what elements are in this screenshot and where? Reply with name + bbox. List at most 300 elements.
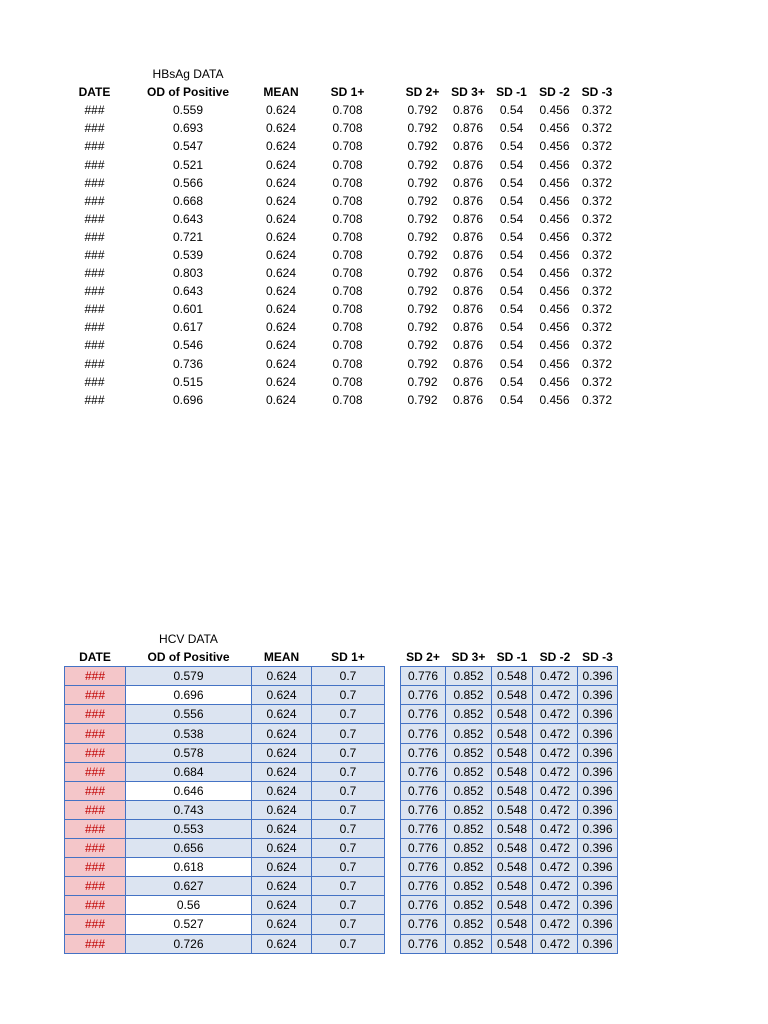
hbsag-sd1m-cell[interactable]: 0.54 — [499, 302, 524, 317]
hbsag-date-cell[interactable]: ### — [84, 356, 105, 371]
hcv-sd3p-cell[interactable]: 0.852 — [446, 896, 492, 915]
hcv-sd2m-cell[interactable]: 0.472 — [533, 915, 578, 934]
hbsag-date-cell[interactable]: ### — [84, 103, 105, 118]
hcv-sd2p-cell[interactable]: 0.776 — [401, 686, 446, 705]
hcv-header-od: OD of Positive — [147, 650, 230, 665]
hcv-header-sd3m: SD -3 — [582, 650, 613, 665]
hbsag-mean-cell[interactable]: 0.624 — [265, 392, 297, 407]
hbsag-sd1p-cell[interactable]: 0.708 — [332, 121, 363, 136]
hcv-sd2p-cell[interactable]: 0.776 — [401, 915, 446, 934]
hcv-sd1p-cell[interactable]: 0.7 — [312, 839, 385, 858]
hbsag-sd1m-cell[interactable]: 0.54 — [499, 392, 524, 407]
hbsag-od-cell[interactable]: 0.559 — [172, 103, 204, 118]
hcv-sd2p-cell[interactable]: 0.776 — [401, 819, 446, 838]
hcv-sd1p-cell[interactable]: 0.7 — [312, 877, 385, 896]
hbsag-sd1p-cell[interactable]: 0.708 — [332, 175, 363, 190]
hcv-sd2m-cell[interactable]: 0.472 — [533, 839, 578, 858]
hcv-sd1m-cell[interactable]: 0.548 — [492, 667, 533, 686]
hcv-sd2m-cell[interactable]: 0.472 — [533, 667, 578, 686]
hcv-sd3m-cell[interactable]: 0.396 — [578, 724, 618, 743]
hcv-mean-cell[interactable]: 0.624 — [252, 762, 312, 781]
hcv-sd1m-cell[interactable]: 0.548 — [492, 743, 533, 762]
hcv-sd3m-cell[interactable]: 0.396 — [578, 705, 618, 724]
hbsag-sd3p-cell[interactable]: 0.876 — [452, 229, 484, 244]
hcv-sd2p-cell[interactable]: 0.776 — [401, 934, 446, 953]
hcv-sd2p-cell[interactable]: 0.776 — [401, 858, 446, 877]
hcv-mean-cell[interactable]: 0.624 — [252, 800, 312, 819]
hbsag-sd1m-cell[interactable]: 0.54 — [499, 247, 524, 262]
hcv-row — [65, 915, 618, 934]
hcv-sd3m-cell[interactable]: 0.396 — [578, 896, 618, 915]
hbsag-sd3p-cell[interactable]: 0.876 — [452, 157, 484, 172]
hbsag-mean-cell[interactable]: 0.624 — [265, 193, 297, 208]
hcv-sd3m-cell[interactable]: 0.396 — [578, 686, 618, 705]
hcv-sd2m-cell[interactable]: 0.472 — [533, 762, 578, 781]
hbsag-mean-cell[interactable]: 0.624 — [265, 229, 297, 244]
hcv-row — [65, 705, 618, 724]
hcv-od-cell[interactable]: 0.527 — [126, 915, 252, 934]
hcv-sd1p-cell[interactable]: 0.7 — [312, 800, 385, 819]
hcv-sd1p-cell[interactable]: 0.7 — [312, 915, 385, 934]
hcv-date-cell[interactable]: ### — [65, 743, 126, 762]
hcv-header-mean: MEAN — [263, 650, 300, 665]
hcv-sd2m-cell[interactable]: 0.472 — [533, 934, 578, 953]
hcv-sd1p-cell[interactable]: 0.7 — [312, 762, 385, 781]
hcv-date-cell[interactable]: ### — [65, 686, 126, 705]
hcv-mean-cell[interactable]: 0.624 — [252, 819, 312, 838]
hbsag-od-cell[interactable]: 0.566 — [172, 175, 204, 190]
hbsag-od-cell[interactable]: 0.643 — [172, 211, 204, 226]
hcv-od-cell[interactable]: 0.618 — [126, 858, 252, 877]
hbsag-sd3p-cell[interactable]: 0.876 — [452, 284, 484, 299]
hcv-sd1m-cell[interactable]: 0.548 — [492, 724, 533, 743]
hbsag-sd2p-cell[interactable]: 0.792 — [407, 284, 438, 299]
hcv-sd3m-cell[interactable]: 0.396 — [578, 667, 618, 686]
hbsag-sd1m-cell[interactable]: 0.54 — [499, 338, 524, 353]
hbsag-od-cell[interactable]: 0.521 — [172, 157, 204, 172]
hbsag-sd3p-cell[interactable]: 0.876 — [452, 247, 484, 262]
hbsag-sd1p-cell[interactable]: 0.708 — [332, 103, 363, 118]
hcv-sd1m-cell[interactable]: 0.548 — [492, 762, 533, 781]
hcv-sd2m-cell[interactable]: 0.472 — [533, 743, 578, 762]
hbsag-sd2p-cell[interactable]: 0.792 — [407, 193, 438, 208]
hcv-sd1p-cell[interactable]: 0.7 — [312, 667, 385, 686]
hcv-date-cell[interactable]: ### — [65, 896, 126, 915]
hbsag-sd3p-cell[interactable]: 0.876 — [452, 266, 484, 281]
hbsag-sd1p-cell[interactable]: 0.708 — [332, 320, 363, 335]
hbsag-sd2m-cell[interactable]: 0.456 — [539, 302, 570, 317]
hbsag-mean-cell[interactable]: 0.624 — [265, 302, 297, 317]
hbsag-date-cell[interactable]: ### — [84, 211, 105, 226]
hcv-sd3m-cell[interactable]: 0.396 — [578, 781, 618, 800]
hbsag-mean-cell[interactable]: 0.624 — [265, 157, 297, 172]
hcv-date-cell[interactable]: ### — [65, 800, 126, 819]
hbsag-sd3m-cell[interactable]: 0.372 — [581, 157, 613, 172]
hcv-od-cell[interactable]: 0.743 — [126, 800, 252, 819]
hbsag-date-cell[interactable]: ### — [84, 392, 105, 407]
hcv-sd3p-cell[interactable]: 0.852 — [446, 686, 492, 705]
hcv-sd1p-cell[interactable]: 0.7 — [312, 896, 385, 915]
hbsag-od-cell[interactable]: 0.803 — [172, 266, 204, 281]
hbsag-mean-cell[interactable]: 0.624 — [265, 247, 297, 262]
hbsag-mean-cell[interactable]: 0.624 — [265, 121, 297, 136]
hbsag-sd2p-cell[interactable]: 0.792 — [407, 338, 438, 353]
hcv-sd2p-cell[interactable]: 0.776 — [401, 781, 446, 800]
hbsag-date-cell[interactable]: ### — [84, 302, 105, 317]
hbsag-sd1m-cell[interactable]: 0.54 — [499, 193, 524, 208]
hcv-sd3p-cell[interactable]: 0.852 — [446, 667, 492, 686]
hcv-sd1p-cell[interactable]: 0.7 — [312, 705, 385, 724]
hbsag-od-cell[interactable]: 0.617 — [172, 320, 204, 335]
hcv-sd3m-cell[interactable]: 0.396 — [578, 934, 618, 953]
hbsag-sd1p-cell[interactable]: 0.708 — [332, 302, 363, 317]
hbsag-sd2p-cell[interactable]: 0.792 — [407, 175, 438, 190]
hbsag-mean-cell[interactable]: 0.624 — [265, 266, 297, 281]
hbsag-sd1p-cell[interactable]: 0.708 — [332, 374, 363, 389]
hcv-sd2p-cell[interactable]: 0.776 — [401, 743, 446, 762]
hbsag-sd2p-cell[interactable]: 0.792 — [407, 229, 438, 244]
hbsag-header-sd2m: SD -2 — [539, 85, 570, 100]
hbsag-sd3m-cell[interactable]: 0.372 — [581, 139, 613, 154]
hcv-sd1m-cell[interactable]: 0.548 — [492, 800, 533, 819]
hcv-sd3p-cell[interactable]: 0.852 — [446, 781, 492, 800]
hcv-sd2p-cell[interactable]: 0.776 — [401, 896, 446, 915]
hbsag-mean-cell[interactable]: 0.624 — [265, 103, 297, 118]
hcv-mean-cell[interactable]: 0.624 — [252, 839, 312, 858]
hbsag-mean-cell[interactable]: 0.624 — [265, 320, 297, 335]
hcv-sd1m-cell[interactable]: 0.548 — [492, 858, 533, 877]
hbsag-sd2m-cell[interactable]: 0.456 — [539, 247, 570, 262]
hcv-od-cell[interactable]: 0.553 — [126, 819, 252, 838]
hbsag-header-mean: MEAN — [263, 85, 299, 100]
hcv-sd1p-cell[interactable]: 0.7 — [312, 934, 385, 953]
hcv-od-cell[interactable]: 0.656 — [126, 839, 252, 858]
hbsag-mean-cell[interactable]: 0.624 — [265, 356, 297, 371]
hcv-sd3p-cell[interactable]: 0.852 — [446, 915, 492, 934]
hcv-sd3p-cell[interactable]: 0.852 — [446, 934, 492, 953]
hcv-sd3p-cell[interactable]: 0.852 — [446, 877, 492, 896]
hbsag-date-cell[interactable]: ### — [84, 374, 105, 389]
hbsag-sd2m-cell[interactable]: 0.456 — [539, 356, 570, 371]
hbsag-od-cell[interactable]: 0.693 — [172, 121, 204, 136]
hbsag-od-cell[interactable]: 0.601 — [172, 302, 204, 317]
hcv-mean-cell[interactable]: 0.624 — [252, 686, 312, 705]
hcv-header-sd2p: SD 2+ — [406, 650, 440, 665]
hbsag-sd1m-cell[interactable]: 0.54 — [499, 175, 524, 190]
hcv-sd3p-cell[interactable]: 0.852 — [446, 839, 492, 858]
hbsag-sd2p-cell[interactable]: 0.792 — [407, 392, 438, 407]
hbsag-sd2m-cell[interactable]: 0.456 — [539, 211, 570, 226]
hcv-date-cell[interactable]: ### — [65, 934, 126, 953]
hcv-sd2p-cell[interactable]: 0.776 — [401, 877, 446, 896]
hbsag-sd1m-cell[interactable]: 0.54 — [499, 211, 524, 226]
hbsag-date-cell[interactable]: ### — [84, 175, 105, 190]
hbsag-sd3p-cell[interactable]: 0.876 — [452, 320, 484, 335]
hcv-sd3p-cell[interactable]: 0.852 — [446, 724, 492, 743]
hbsag-sd2p-cell[interactable]: 0.792 — [407, 247, 438, 262]
hcv-sd2p-cell[interactable]: 0.776 — [401, 762, 446, 781]
hcv-od-cell[interactable]: 0.556 — [126, 705, 252, 724]
hbsag-sd1p-cell[interactable]: 0.708 — [332, 229, 363, 244]
hcv-sd3m-cell[interactable]: 0.396 — [578, 839, 618, 858]
hbsag-od-cell[interactable]: 0.515 — [172, 374, 204, 389]
hcv-date-cell[interactable]: ### — [65, 781, 126, 800]
hbsag-sd3p-cell[interactable]: 0.876 — [452, 302, 484, 317]
hbsag-sd3p-cell[interactable]: 0.876 — [452, 392, 484, 407]
hbsag-sd1p-cell[interactable]: 0.708 — [332, 139, 363, 154]
hcv-mean-cell[interactable]: 0.624 — [252, 781, 312, 800]
hcv-od-cell[interactable]: 0.578 — [126, 743, 252, 762]
hbsag-sd1m-cell[interactable]: 0.54 — [499, 229, 524, 244]
hcv-date-cell[interactable]: ### — [65, 667, 126, 686]
hbsag-sd2m-cell[interactable]: 0.456 — [539, 338, 570, 353]
hbsag-sd1p-cell[interactable]: 0.708 — [332, 157, 363, 172]
hbsag-sd2p-cell[interactable]: 0.792 — [407, 356, 438, 371]
hbsag-sd3p-cell[interactable]: 0.876 — [452, 356, 484, 371]
hcv-od-cell[interactable]: 0.579 — [126, 667, 252, 686]
hcv-date-cell[interactable]: ### — [65, 858, 126, 877]
hbsag-sd1p-cell[interactable]: 0.708 — [332, 356, 363, 371]
hcv-sd2m-cell[interactable]: 0.472 — [533, 877, 578, 896]
hbsag-od-cell[interactable]: 0.546 — [172, 338, 204, 353]
hbsag-sd2m-cell[interactable]: 0.456 — [539, 392, 570, 407]
hcv-od-cell[interactable]: 0.538 — [126, 724, 252, 743]
hcv-date-cell[interactable]: ### — [65, 762, 126, 781]
hbsag-sd2p-cell[interactable]: 0.792 — [407, 266, 438, 281]
hbsag-sd1m-cell[interactable]: 0.54 — [499, 266, 524, 281]
hbsag-row — [64, 355, 617, 373]
hbsag-sd1m-cell[interactable]: 0.54 — [499, 139, 524, 154]
hbsag-sd3p-cell[interactable]: 0.876 — [452, 193, 484, 208]
hbsag-sd2m-cell[interactable]: 0.456 — [539, 157, 570, 172]
hcv-od-cell[interactable]: 0.627 — [126, 877, 252, 896]
hcv-od-cell[interactable]: 0.726 — [126, 934, 252, 953]
hcv-sd3m-cell[interactable]: 0.396 — [578, 743, 618, 762]
hbsag-row — [64, 300, 617, 318]
hcv-sd1m-cell[interactable]: 0.548 — [492, 877, 533, 896]
hbsag-sd3m-cell[interactable]: 0.372 — [581, 284, 613, 299]
hbsag-sd3m-cell[interactable]: 0.372 — [581, 320, 613, 335]
hcv-sd3m-cell[interactable]: 0.396 — [578, 819, 618, 838]
hcv-sd2p-cell[interactable]: 0.776 — [401, 800, 446, 819]
hbsag-sd1m-cell[interactable]: 0.54 — [499, 374, 524, 389]
hbsag-sd2m-cell[interactable]: 0.456 — [539, 175, 570, 190]
hbsag-sd3m-cell[interactable]: 0.372 — [581, 338, 613, 353]
hbsag-header-sd1p: SD 1+ — [330, 85, 365, 100]
hcv-header-sd1m: SD -1 — [496, 650, 528, 665]
hbsag-sd1p-cell[interactable]: 0.708 — [332, 247, 363, 262]
hbsag-sd2p-cell[interactable]: 0.792 — [407, 374, 438, 389]
hcv-mean-cell[interactable]: 0.624 — [252, 858, 312, 877]
hcv-sd1p-cell[interactable]: 0.7 — [312, 781, 385, 800]
hbsag-sd3m-cell[interactable]: 0.372 — [581, 374, 613, 389]
hbsag-sd3p-cell[interactable]: 0.876 — [452, 139, 484, 154]
hcv-sd1m-cell[interactable]: 0.548 — [492, 934, 533, 953]
hcv-sd3p-cell[interactable]: 0.852 — [446, 800, 492, 819]
hcv-sd1m-cell[interactable]: 0.548 — [492, 896, 533, 915]
hbsag-mean-cell[interactable]: 0.624 — [265, 338, 297, 353]
hbsag-sd1m-cell[interactable]: 0.54 — [499, 103, 524, 118]
hbsag-sd3m-cell[interactable]: 0.372 — [581, 229, 613, 244]
hbsag-sd1p-cell[interactable]: 0.708 — [332, 338, 363, 353]
hbsag-date-cell[interactable]: ### — [84, 284, 105, 299]
hbsag-mean-cell[interactable]: 0.624 — [265, 211, 297, 226]
hcv-sd2m-cell[interactable]: 0.472 — [533, 800, 578, 819]
hbsag-sd3p-cell[interactable]: 0.876 — [452, 175, 484, 190]
hbsag-mean-cell[interactable]: 0.624 — [265, 284, 297, 299]
hbsag-sd3p-cell[interactable]: 0.876 — [452, 338, 484, 353]
hcv-sd2p-cell[interactable]: 0.776 — [401, 705, 446, 724]
hbsag-sd3p-cell[interactable]: 0.876 — [452, 103, 484, 118]
hcv-sd1m-cell[interactable]: 0.548 — [492, 915, 533, 934]
hbsag-sd3p-cell[interactable]: 0.876 — [452, 374, 484, 389]
hbsag-date-cell[interactable]: ### — [84, 320, 105, 335]
hcv-date-cell[interactable]: ### — [65, 819, 126, 838]
hcv-sd1m-cell[interactable]: 0.548 — [492, 705, 533, 724]
hcv-sd2p-cell[interactable]: 0.776 — [401, 724, 446, 743]
hbsag-sd3m-cell[interactable]: 0.372 — [581, 247, 613, 262]
hbsag-sd3m-cell[interactable]: 0.372 — [581, 266, 613, 281]
hbsag-sd1m-cell[interactable]: 0.54 — [499, 121, 524, 136]
hcv-sd2p-cell[interactable]: 0.776 — [401, 839, 446, 858]
hcv-sd3m-cell[interactable]: 0.396 — [578, 762, 618, 781]
hbsag-mean-cell[interactable]: 0.624 — [265, 374, 297, 389]
hbsag-date-cell[interactable]: ### — [84, 139, 105, 154]
hbsag-od-cell[interactable]: 0.696 — [172, 392, 204, 407]
hcv-date-cell[interactable]: ### — [65, 877, 126, 896]
hcv-sd2m-cell[interactable]: 0.472 — [533, 686, 578, 705]
hbsag-sd3m-cell[interactable]: 0.372 — [581, 211, 613, 226]
hbsag-date-cell[interactable]: ### — [84, 338, 105, 353]
hbsag-sd3m-cell[interactable]: 0.372 — [581, 302, 613, 317]
hcv-mean-cell[interactable]: 0.624 — [252, 743, 312, 762]
hbsag-sd3m-cell[interactable]: 0.372 — [581, 356, 613, 371]
hcv-od-cell[interactable]: 0.696 — [126, 686, 252, 705]
hbsag-sd2p-cell[interactable]: 0.792 — [407, 302, 438, 317]
hbsag-sd2m-cell[interactable]: 0.456 — [539, 121, 570, 136]
hbsag-sd2p-cell[interactable]: 0.792 — [407, 121, 438, 136]
hbsag-od-cell[interactable]: 0.736 — [172, 356, 204, 371]
hbsag-sd2m-cell[interactable]: 0.456 — [539, 320, 570, 335]
hcv-sd1p-cell[interactable]: 0.7 — [312, 858, 385, 877]
hbsag-sd1p-cell[interactable]: 0.708 — [332, 284, 363, 299]
hbsag-sd1p-cell[interactable]: 0.708 — [332, 211, 363, 226]
hcv-sd3p-cell[interactable]: 0.852 — [446, 858, 492, 877]
hbsag-sd3m-cell[interactable]: 0.372 — [581, 103, 613, 118]
hcv-mean-cell[interactable]: 0.624 — [252, 705, 312, 724]
hcv-od-cell[interactable]: 0.56 — [126, 896, 252, 915]
hbsag-od-cell[interactable]: 0.643 — [172, 284, 204, 299]
hcv-sd1m-cell[interactable]: 0.548 — [492, 819, 533, 838]
hbsag-sd1p-cell[interactable]: 0.708 — [332, 266, 363, 281]
hcv-mean-cell[interactable]: 0.624 — [252, 915, 312, 934]
hbsag-od-cell[interactable]: 0.539 — [172, 247, 204, 262]
hbsag-mean-cell[interactable]: 0.624 — [265, 175, 297, 190]
hcv-sd2m-cell[interactable]: 0.472 — [533, 705, 578, 724]
hcv-sd2p-cell[interactable]: 0.776 — [401, 667, 446, 686]
hbsag-sd2p-cell[interactable]: 0.792 — [407, 157, 438, 172]
hbsag-sd2p-cell[interactable]: 0.792 — [407, 320, 438, 335]
hcv-sd2m-cell[interactable]: 0.472 — [533, 781, 578, 800]
hcv-sd3p-cell[interactable]: 0.852 — [446, 762, 492, 781]
hcv-mean-cell[interactable]: 0.624 — [252, 667, 312, 686]
hcv-sd2m-cell[interactable]: 0.472 — [533, 819, 578, 838]
hcv-sd2m-cell[interactable]: 0.472 — [533, 896, 578, 915]
hbsag-sd3m-cell[interactable]: 0.372 — [581, 175, 613, 190]
hbsag-sd2m-cell[interactable]: 0.456 — [539, 103, 570, 118]
hcv-sd3p-cell[interactable]: 0.852 — [446, 743, 492, 762]
hbsag-sd3p-cell[interactable]: 0.876 — [452, 211, 484, 226]
hbsag-date-cell[interactable]: ### — [84, 121, 105, 136]
hbsag-sd2p-cell[interactable]: 0.792 — [407, 211, 438, 226]
hbsag-date-cell[interactable]: ### — [84, 229, 105, 244]
hbsag-od-cell[interactable]: 0.668 — [172, 193, 204, 208]
hbsag-sd1m-cell[interactable]: 0.54 — [499, 157, 524, 172]
hcv-sd1m-cell[interactable]: 0.548 — [492, 781, 533, 800]
hbsag-date-cell[interactable]: ### — [84, 193, 105, 208]
hcv-mean-cell[interactable]: 0.624 — [252, 724, 312, 743]
hcv-sd3m-cell[interactable]: 0.396 — [578, 858, 618, 877]
hbsag-sd3p-cell[interactable]: 0.876 — [452, 121, 484, 136]
hbsag-sd3m-cell[interactable]: 0.372 — [581, 121, 613, 136]
hbsag-sd1m-cell[interactable]: 0.54 — [499, 320, 524, 335]
hbsag-sd1p-cell[interactable]: 0.708 — [332, 392, 363, 407]
hcv-sd3p-cell[interactable]: 0.852 — [446, 819, 492, 838]
hcv-sd1p-cell[interactable]: 0.7 — [312, 686, 385, 705]
hbsag-sd1m-cell[interactable]: 0.54 — [499, 284, 524, 299]
hbsag-sd3m-cell[interactable]: 0.372 — [581, 193, 613, 208]
hcv-od-cell[interactable]: 0.684 — [126, 762, 252, 781]
hbsag-sd1m-cell[interactable]: 0.54 — [499, 356, 524, 371]
hcv-sd2m-cell[interactable]: 0.472 — [533, 724, 578, 743]
hbsag-sd3m-cell[interactable]: 0.372 — [581, 392, 613, 407]
hcv-sd3m-cell[interactable]: 0.396 — [578, 800, 618, 819]
hcv-sd3p-cell[interactable]: 0.852 — [446, 705, 492, 724]
hcv-sd1m-cell[interactable]: 0.548 — [492, 839, 533, 858]
hbsag-sd2m-cell[interactable]: 0.456 — [539, 284, 570, 299]
hcv-mean-cell[interactable]: 0.624 — [252, 877, 312, 896]
hcv-date-cell[interactable]: ### — [65, 724, 126, 743]
hbsag-sd2m-cell[interactable]: 0.456 — [539, 374, 570, 389]
hbsag-sd2m-cell[interactable]: 0.456 — [539, 266, 570, 281]
hcv-sd3m-cell[interactable]: 0.396 — [578, 877, 618, 896]
hbsag-od-cell[interactable]: 0.721 — [172, 229, 204, 244]
hcv-od-cell[interactable]: 0.646 — [126, 781, 252, 800]
hcv-date-cell[interactable]: ### — [65, 705, 126, 724]
hbsag-date-cell[interactable]: ### — [84, 266, 105, 281]
hbsag-sd2m-cell[interactable]: 0.456 — [539, 193, 570, 208]
hbsag-sd2m-cell[interactable]: 0.456 — [539, 229, 570, 244]
hcv-sd3m-cell[interactable]: 0.396 — [578, 915, 618, 934]
hbsag-mean-cell[interactable]: 0.624 — [265, 139, 297, 154]
hcv-date-cell[interactable]: ### — [65, 839, 126, 858]
hbsag-sd2m-cell[interactable]: 0.456 — [539, 139, 570, 154]
hbsag-sd1p-cell[interactable]: 0.708 — [332, 193, 363, 208]
hbsag-od-cell[interactable]: 0.547 — [172, 139, 204, 154]
hcv-sd1p-cell[interactable]: 0.7 — [312, 743, 385, 762]
hbsag-sd2p-cell[interactable]: 0.792 — [407, 103, 438, 118]
hcv-sd2m-cell[interactable]: 0.472 — [533, 858, 578, 877]
hcv-mean-cell[interactable]: 0.624 — [252, 934, 312, 953]
hbsag-date-cell[interactable]: ### — [84, 157, 105, 172]
hcv-sd1p-cell[interactable]: 0.7 — [312, 819, 385, 838]
hcv-mean-cell[interactable]: 0.624 — [252, 896, 312, 915]
hcv-sd1m-cell[interactable]: 0.548 — [492, 686, 533, 705]
hcv-sd1p-cell[interactable]: 0.7 — [312, 724, 385, 743]
hbsag-date-cell[interactable]: ### — [84, 247, 105, 262]
hcv-date-cell[interactable]: ### — [65, 915, 126, 934]
hbsag-sd2p-cell[interactable]: 0.792 — [407, 139, 438, 154]
